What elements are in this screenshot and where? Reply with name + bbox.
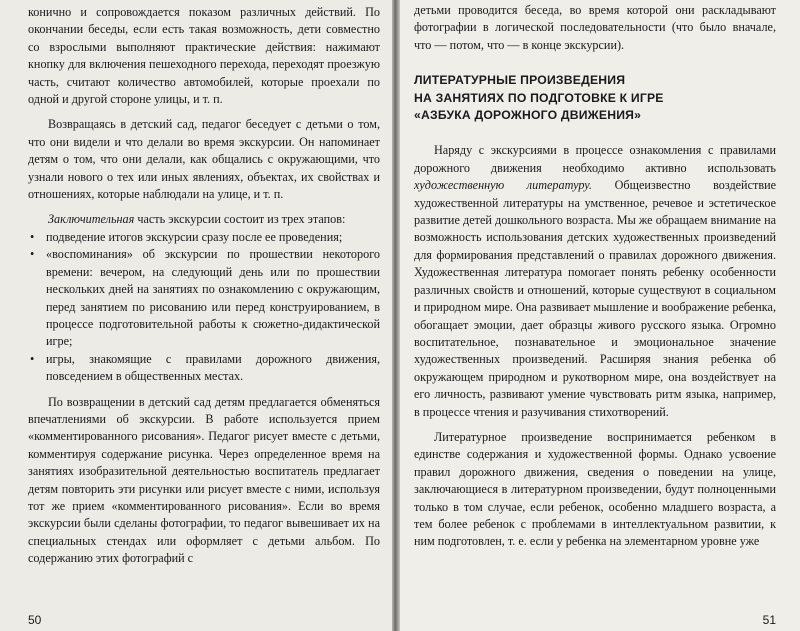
paragraph-text: Наряду с экскурсиями в процессе ознакомления с правилами дорожного движения необходимо активно использовать (414, 143, 776, 175)
paragraph-text: часть экскурсии состоит из трех этапов: (134, 212, 346, 227)
left-page-text (28, 4, 380, 568)
left-page (0, 0, 392, 631)
paragraph-text: Общеизвестно воздействие художественной литературы на умственное, речевое и эстетическое развитие детей дошкольного возраста. Мы же обращаем внимание на возможность использования детских художественных произведений для формирования представлений о правилах дорожного движения. Художественная литература помогает понять ребенку особенности различных свойств и отношений, которые существуют в социальном и природном мире. Она развивает мышление и воображение ребенка, обогащает эмоции, дает образцы живого русского языка. Огромно воспитательное, познавательное и эмоциональное значение художественных произведений. Расширяя знания ребенка об окружающем природном и рукотворном мире, она воздействует на его личность, развивают умение чувствовать ритм языка, например, в процессе чтения и разучивания стихотворений. (414, 178, 777, 419)
paragraph: конично и сопровождается показом различных действий. По окончании беседы, если есть такая возможность, дети совместно со взрослыми выполняют практические действия: нажимают кнопку для включения пешеходного перехода, переходят проезжую часть, считают количество автомобилей, которые проехали по одной и другой стороне улицы, и т. п. (28, 5, 380, 107)
page-number: 50 (28, 613, 42, 627)
heading-line: «АЗБУКА ДОРОЖНОГО ДВИЖЕНИЯ» (414, 108, 642, 123)
emphasis-text: художественную литературу. (414, 178, 592, 193)
paragraph (414, 142, 776, 421)
paragraph: По возвращении в детский сад детям предлагается обменяться впечатлениями об экскурсии. В работе используется прием «комментированного рисования». Педагог рисует вместе с детьми, комментируя содержание рисунка. Через определенное время на занятиях изобразительной деятельностью воспитатель предлагает детям повторить эти рисунки или рисует вместе с ними, используя тот же прием «комментированного рисования». Если во время экскурсии были сделаны фотографии, то педагог вывешивает их на специальных стендах или оформляет с детьми альбом. По содержанию этих фотографий с (28, 394, 380, 566)
list-item: • «воспоминания» об экскурсии по прошествии некоторого времени: вечером, на следующий день или по прошествии нескольких дней на занятиях по ознакомлению с окружающим, перед занятием по рисованию или перед конструированием, в процессе подготовительной работы к сюжетно-дидактической игре; (28, 246, 380, 350)
paragraph: детьми проводится беседа, во время которой они раскладывают фотографии в логической последовательности (что было вначале, что — потом, что — в конце экскурсии). (414, 3, 776, 52)
heading-line: НА ЗАНЯТИЯХ ПО ПОДГОТОВКЕ К ИГРЕ (414, 90, 664, 105)
list-item: • игры, знакомящие с правилами дорожного движения, повседением в общественных местах. (28, 351, 380, 386)
section-heading (414, 72, 776, 124)
page-number: 51 (762, 613, 776, 627)
heading-line: ЛИТЕРАТУРНЫЕ ПРОИЗВЕДЕНИЯ (414, 73, 626, 88)
paragraph (28, 211, 380, 228)
list-item: • подведение итогов экскурсии сразу после ее проведения; (28, 229, 380, 246)
right-page (400, 0, 800, 631)
paragraph: Литературное произведение воспринимается ребенком в единстве содержания и художественной формы. Однако усвоение правил дорожного движения, сведения о поведении на улице, заключающиеся в литературном произведении, будут полноценными только в том случае, если ребенок, особенно младшего возраста, а тем более ребенок с проблемами в интеллектуальном развитии, к ним подготовлен, т. е. если у ребенка на элементарном уровне уже (414, 429, 776, 549)
paragraph: Возвращаясь в детский сад, педагог беседует с детьми о том, что они видели и что делали во время экскурсии. Он напоминает детям о том, что они делали, как общались с окружающими, что узнали нового о тех или иных явлениях, объектах, их свойствах и отношениях, которые наблюдали на улице, и т. п. (28, 117, 380, 202)
book-gutter (392, 0, 400, 631)
bullet-list (28, 229, 380, 386)
emphasis-text: Заключительная (48, 212, 135, 227)
right-page-text (414, 2, 776, 551)
